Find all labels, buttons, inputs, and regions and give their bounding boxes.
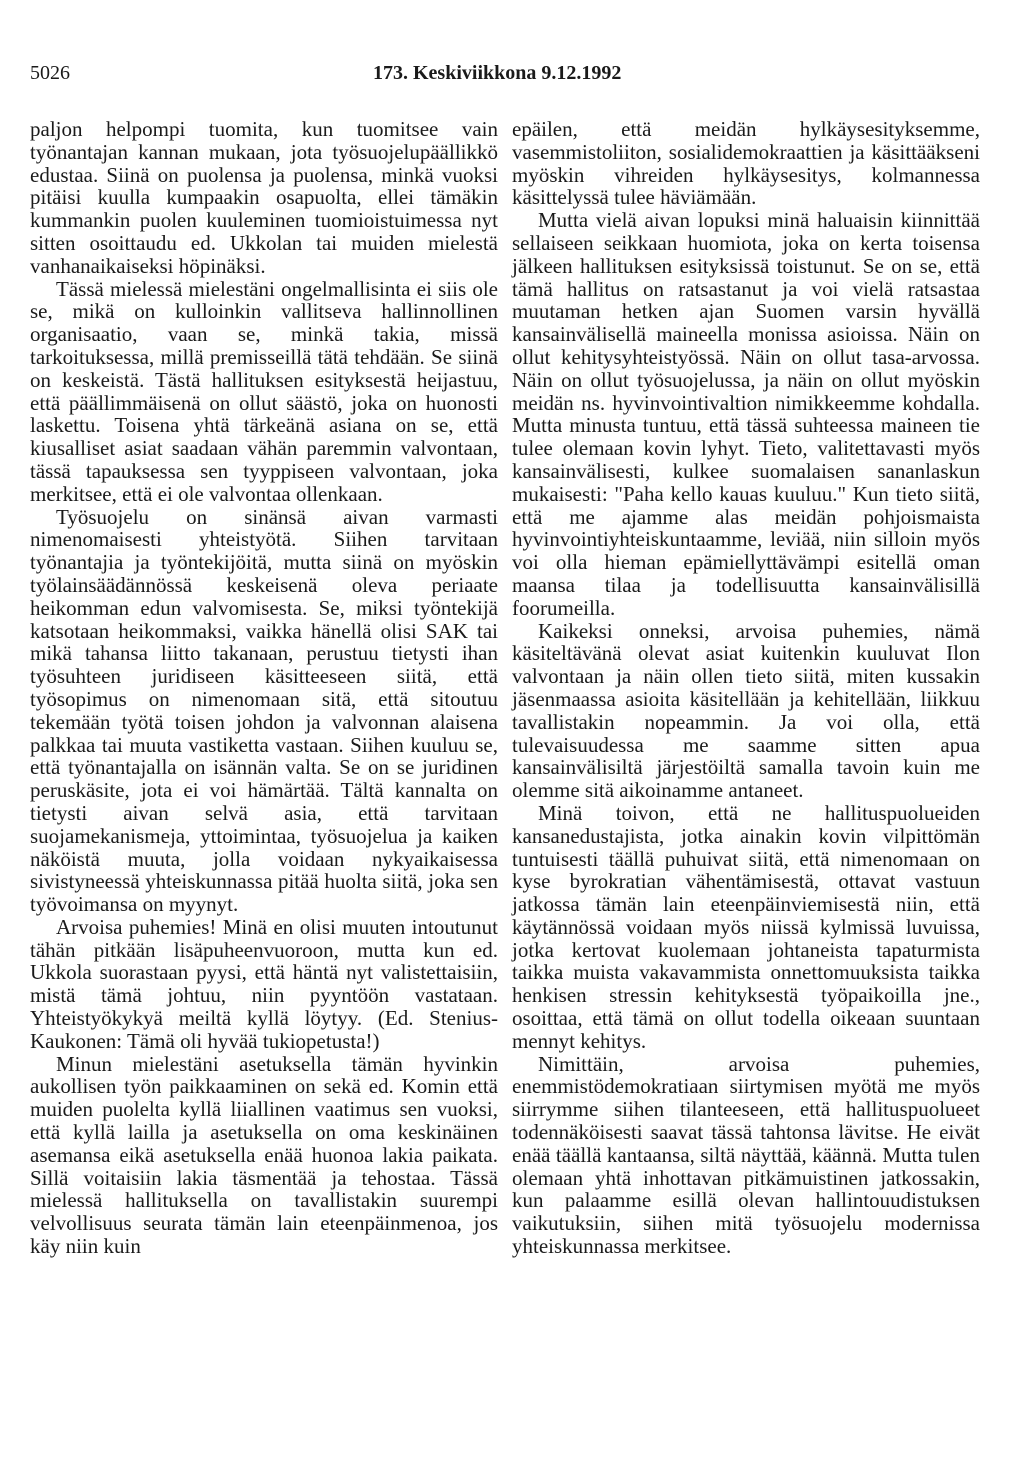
paragraph: Arvoisa puhemies! Minä en olisi muuten intoutunut tähän pitkään lisäpuheenvuoroon, mutta kun ed. Ukkola suorastaan pyysi, että häntä nyt valistettaisiin, mistä tämä johtuu, niin pyyntöön vastataan. Yhteistyökykyä meiltä kyllä löytyy. (Ed. Stenius-Kaukonen: Tämä oli hyvää tukiopetusta!)	[30, 914, 498, 1053]
paragraph: paljon helpompi tuomita, kun tuomitsee vain työnantajan kannan mukaan, jota työsuojelupäällikkö edustaa. Siinä on puolensa ja puolensa, minkä vuoksi pitäisi kuulla kumpaakin osapuolta, ellei tämäkin kummankin puolen kuuleminen tuomioistuimessa nyt sitten osoittaudu ed. Ukkolan tai muiden mielestä vanhanaikaiseksi höpinäksi.	[30, 117, 498, 278]
paragraph: Mutta vielä aivan lopuksi minä haluaisin kiinnittää sellaiseen seikkaan huomiota, joka on kerta toisensa jälkeen hallituksen esityksissä toistunut. Se on se, että tämä hallitus on ratsastanut ja voi vielä ratsastaa muutaman hetken ajan Suomen varsin hyvällä kansainvälisellä maineella monissa asioissa. Näin on ollut kehitysyhteistyössä. Näin on ollut tasa-arvossa. Näin on ollut työsuojelussa, ja näin on ollut myöskin meidän ns. hyvinvointivaltion nimikkeemme kohdalla. Mutta minusta tuntuu, että tässä suhteessa maineen tie tulee olemaan kovin lyhyt. Tieto, valitettavasti myös kansainvälisesti, kulkee suomalaisen sananlaskun mukaisesti: "Paha kello kauas kuuluu." Kun tieto siitä, että me ajamme alas meidän pohjoismaista hyvinvointiyhteiskuntaamme, leviää, niin silloin myös voi olla hieman epämiellyttävämpi esitellä oman maansa tilaa ja todellisuutta kansainvälisillä foorumeilla.	[512, 208, 980, 620]
page-header	[30, 62, 990, 92]
right-column	[512, 118, 980, 1258]
left-column	[30, 118, 498, 1258]
session-info: 173. Keskiviikkona 9.12.1992	[373, 62, 622, 84]
paragraph: Tässä mielessä mielestäni ongelmallisinta ei siis ole se, mikä on kulloinkin vallitseva hallinnollinen organisaatio, vaan se, minkä takia, missä tarkoituksessa, millä premisseillä tätä tehdään. Se siinä on keskeistä. Tästä hallituksen esityksestä heijastuu, että päällimmäisenä on ollut säästö, joka on huonosti laskettu. Toisena yhtä tärkeänä asiana on se, että kiusalliset asiat saadaan vähän paremmin valvontaan, tässä tapauksessa sen tyyppiseen valvontaan, joka merkitsee, että ei ole valvontaa ollenkaan.	[30, 276, 498, 506]
paragraph: Kaikeksi onneksi, arvoisa puhemies, nämä käsiteltävänä olevat asiat kuitenkin kuuluvat Ilon valvontaan ja näin ollen tieto siitä, miten kussakin jäsenmaassa asioita käsitellään ja kehitellään, liikkuu tavallistakin nopeammin. Ja voi olla, että tulevaisuudessa me saamme sitten apua kansainvälisiltä järjestöiltä samalla tavoin kuin me olemme sitä aikoinamme antaneet.	[512, 618, 980, 803]
paragraph: Työsuojelu on sinänsä aivan varmasti nimenomaisesti yhteistyötä. Siihen tarvitaan työnantajia ja työntekijöitä, mutta siinä on myöskin työlainsäädännössä keskeisenä oleva periaate heikomman edun valvomisesta. Se, miksi työntekijä katsotaan heikommaksi, vaikka hänellä olisi SAK tai mikä tahansa liitto takanaan, perustuu tietysti ihan työsuhteen juridiseen käsitteeseen siitä, että työsopimus on nimenomaan sitä, että sitoutuu tekemään työtä toisen johdon ja valvonnan alaisena palkkaa tai muuta vastiketta vastaan. Siihen kuuluu se, että työnantajalla on isännän valta. Se on se juridinen peruskäsite, jota ei voi hämärtää. Tältä kannalta on tietysti aivan selvä asia, että tarvitaan suojamekanismeja, yttoimintaa, työsuojelua ja kaiken näköistä muuta, jolla voidaan nykyaikaisessa sivistyneessä yhteiskunnassa pitää huolta siitä, joka sen työvoimansa on myynyt.	[30, 504, 498, 917]
page-number: 5026	[30, 62, 70, 84]
paragraph: Minä toivon, että ne hallituspuolueiden kansanedustajista, jotka ainakin kovin vilpittömän tuntuisesti täällä puhuivat siitä, että nimenomaan on kyse byrokratian vähentämisestä, ottavat vastuun jatkossa tämän lain eteenpäinviemisestä niin, että käytännössä voidaan myös niissä kylmissä luvuissa, jotka kertovat kuolemaan johtaneista tapaturmista taikka muista vakavammista onnettomuuksista taikka henkisen stressin kehityksestä työpaikoilla jne., osoittaa, että tämä on ollut todella oikeaan suuntaan mennyt kehitys.	[512, 800, 980, 1053]
paragraph: Minun mielestäni asetuksella tämän hyvinkin aukollisen työn paikkaaminen on sekä ed. Komin että muiden puolelta kyllä liiallinen vaatimus sen vuoksi, että kyllä lailla ja asetuksella on oma keskinäinen asemansa eikä asetuksella enää huonoa lakia paikata. Sillä voitaisiin lakia täsmentää ja tehostaa. Tässä mielessä hallituksella on tavallistakin suurempi velvollisuus seurata tämän lain eteenpäinmenoa, jos käy niin kuin	[30, 1051, 498, 1259]
paragraph: epäilen, että meidän hylkäysesityksemme, vasemmistoliiton, sosialidemokraattien ja käsittääkseni myöskin vihreiden hylkäysesitys, kolmannessa käsittelyssä tulee häviämään.	[512, 117, 980, 210]
paragraph: Nimittäin, arvoisa puhemies, enemmistödemokratiaan siirtymisen myötä me myös siirrymme siihen tilanteeseen, että hallituspuolueet todennäköisesti saavat tässä tahtonsa lävitse. He eivät enää täällä kantaansa, siltä näyttää, käännä. Mutta tulen olemaan yhtä inhottavan pitkämuistinen jatkossakin, kun palaamme esillä olevan hallintouudistuksen vaikutuksiin, siihen mitä työsuojelu modernissa yhteiskunnassa merkitsee.	[512, 1051, 980, 1259]
